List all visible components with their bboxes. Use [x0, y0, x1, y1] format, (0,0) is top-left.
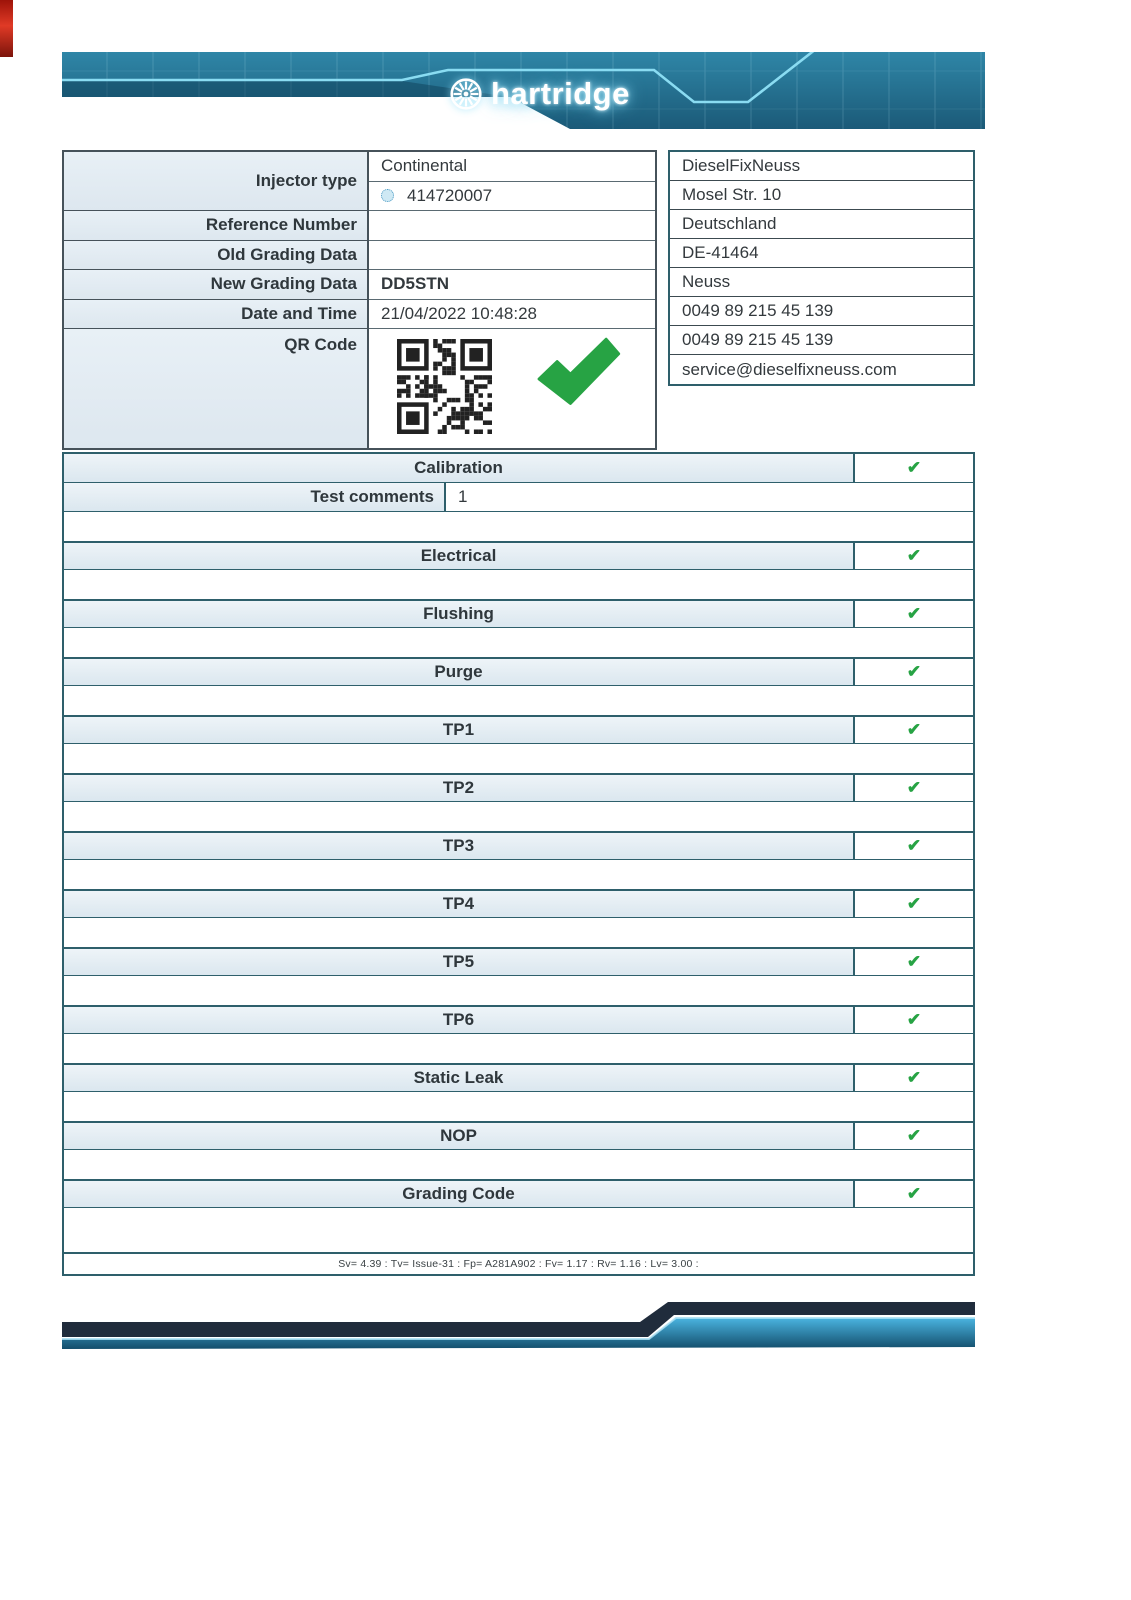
test-section-row	[64, 773, 973, 802]
check-icon: ✔	[906, 546, 922, 565]
check-icon: ✔	[906, 604, 922, 623]
test-section-label: TP6	[442, 1010, 475, 1029]
customer-address-table	[668, 150, 975, 386]
check-icon: ✔	[906, 1184, 922, 1203]
address-cell	[670, 210, 973, 239]
test-comments-label-cell	[64, 483, 446, 511]
test-section-row	[64, 1179, 973, 1208]
test-check-cell	[853, 775, 973, 801]
test-check-cell	[853, 949, 973, 975]
info-label-cell	[64, 329, 367, 448]
address-cell	[670, 268, 973, 297]
version-row	[64, 1252, 973, 1274]
test-check-cell	[853, 1007, 973, 1033]
address-text: DieselFixNeuss	[682, 156, 801, 175]
address-text: 0049 89 215 45 139	[682, 301, 834, 320]
check-icon: ✔	[906, 720, 922, 739]
spacer-row	[64, 802, 973, 831]
pass-check-large-icon	[527, 337, 623, 407]
info-label-text: Date and Time	[241, 303, 357, 323]
address-cell	[670, 239, 973, 268]
info-value-text: Continental	[381, 156, 468, 176]
test-section-row	[64, 831, 973, 860]
dotted-sphere-icon	[381, 189, 394, 202]
test-section-label-cell	[64, 454, 853, 482]
spacer-row	[64, 860, 973, 889]
test-section-label: Grading Code	[402, 1184, 515, 1203]
qr-code	[397, 339, 492, 434]
check-icon: ✔	[906, 778, 922, 797]
address-text: Deutschland	[682, 214, 777, 233]
test-section-label-cell	[64, 1065, 853, 1091]
check-icon: ✔	[906, 662, 922, 681]
test-section-label-cell	[64, 949, 853, 975]
spacer-row	[64, 628, 973, 657]
test-check-cell	[853, 659, 973, 685]
test-section-row	[64, 599, 973, 628]
address-text: DE-41464	[682, 243, 759, 262]
info-label-text: Old Grading Data	[217, 244, 357, 264]
test-comments-row	[64, 483, 973, 512]
address-text: Mosel Str. 10	[682, 185, 782, 204]
info-label-cell	[64, 300, 367, 330]
spacer-row	[64, 1092, 973, 1121]
test-section-label: Calibration	[414, 458, 503, 477]
check-icon: ✔	[906, 894, 922, 913]
check-icon: ✔	[906, 1126, 922, 1145]
version-text: Sv= 4.39 : Tv= Issue-31 : Fp= A281A902 : Fv= 1.17 : Rv= 1.16 : Lv= 3.00 :	[338, 1258, 699, 1270]
test-comments-value: 1	[458, 487, 468, 506]
address-cell	[670, 152, 973, 181]
test-section-label-cell	[64, 1181, 853, 1207]
test-results-table	[62, 452, 975, 1276]
address-text: 0049 89 215 45 139	[682, 330, 834, 349]
test-section-label: Static Leak	[413, 1068, 504, 1087]
test-section-label: Electrical	[420, 546, 497, 565]
test-section-row	[64, 541, 973, 570]
info-value-cell	[369, 182, 655, 212]
test-section-row	[64, 657, 973, 686]
info-label-cell	[64, 270, 367, 300]
spacer-row	[64, 1208, 973, 1252]
test-section-label: TP5	[442, 952, 475, 971]
test-section-row	[64, 1005, 973, 1034]
address-cell	[670, 326, 973, 355]
test-check-cell	[853, 543, 973, 569]
test-section-label-cell	[64, 717, 853, 743]
test-section-label: Flushing	[423, 604, 494, 623]
info-value-cell	[369, 300, 655, 330]
spacer-row	[64, 744, 973, 773]
test-section-label-cell	[64, 543, 853, 569]
info-label-cell	[64, 241, 367, 271]
info-label-cell	[64, 211, 367, 241]
test-check-cell	[853, 1123, 973, 1149]
info-value-text: DD5STN	[381, 274, 450, 294]
test-section-label-cell	[64, 659, 853, 685]
info-label-text: Reference Number	[205, 215, 357, 235]
test-section-label-cell	[64, 601, 853, 627]
address-cell	[670, 181, 973, 210]
test-check-cell	[853, 1181, 973, 1207]
footer-banner-graphic	[62, 1300, 975, 1355]
test-comments-value-cell	[446, 483, 973, 511]
test-section-label-cell	[64, 833, 853, 859]
test-section-label: TP2	[442, 778, 475, 797]
info-label-text: QR Code	[284, 335, 357, 354]
test-comments-label: Test comments	[310, 487, 434, 506]
turbine-wheel-icon	[448, 76, 484, 112]
info-label-cell	[64, 152, 367, 211]
test-check-cell	[853, 454, 973, 482]
test-section-row	[64, 947, 973, 976]
address-text: service@dieselfixneuss.com	[682, 359, 897, 379]
info-value-cell	[369, 152, 655, 182]
test-section-label: Purge	[434, 662, 483, 681]
test-section-label-cell	[64, 1007, 853, 1033]
spacer-row	[64, 512, 973, 541]
spacer-row	[64, 918, 973, 947]
injector-info-labels	[62, 150, 369, 450]
test-check-cell	[853, 601, 973, 627]
check-icon: ✔	[906, 458, 922, 477]
test-section-row	[64, 1121, 973, 1150]
test-check-cell	[853, 717, 973, 743]
spacer-row	[64, 1150, 973, 1179]
qr-value-cell	[369, 329, 655, 448]
brand-name: hartridge	[491, 76, 630, 111]
injector-info-values	[367, 150, 657, 450]
header-banner	[62, 52, 985, 130]
spacer-row	[64, 570, 973, 599]
test-section-label: TP4	[442, 894, 475, 913]
test-check-cell	[853, 891, 973, 917]
test-section-row	[64, 1063, 973, 1092]
test-section-label: TP1	[442, 720, 475, 739]
test-section-row	[64, 715, 973, 744]
test-section-label: TP3	[442, 836, 475, 855]
test-check-cell	[853, 833, 973, 859]
test-section-label-cell	[64, 1123, 853, 1149]
test-section-row	[64, 454, 973, 483]
info-value-text: 21/04/2022 10:48:28	[381, 303, 537, 323]
spacer-row	[64, 686, 973, 715]
check-icon: ✔	[906, 1068, 922, 1087]
test-section-row	[64, 889, 973, 918]
address-cell	[670, 355, 973, 384]
info-value-cell	[369, 211, 655, 241]
info-value-cell	[369, 270, 655, 300]
info-label-text: New Grading Data	[210, 274, 357, 294]
address-cell	[670, 297, 973, 326]
scan-artifact	[0, 0, 13, 57]
test-section-label: NOP	[440, 1126, 477, 1145]
test-section-label-cell	[64, 891, 853, 917]
check-icon: ✔	[906, 952, 922, 971]
footer-banner	[62, 1300, 975, 1355]
info-value-cell	[369, 241, 655, 271]
address-text: Neuss	[682, 272, 731, 291]
check-icon: ✔	[906, 1010, 922, 1029]
info-label-text: Injector type	[255, 171, 357, 190]
test-check-cell	[853, 1065, 973, 1091]
info-value-text: 414720007	[407, 185, 493, 205]
spacer-row	[64, 976, 973, 1005]
check-icon: ✔	[906, 836, 922, 855]
spacer-row	[64, 1034, 973, 1063]
brand-logo	[448, 76, 630, 112]
test-section-label-cell	[64, 775, 853, 801]
